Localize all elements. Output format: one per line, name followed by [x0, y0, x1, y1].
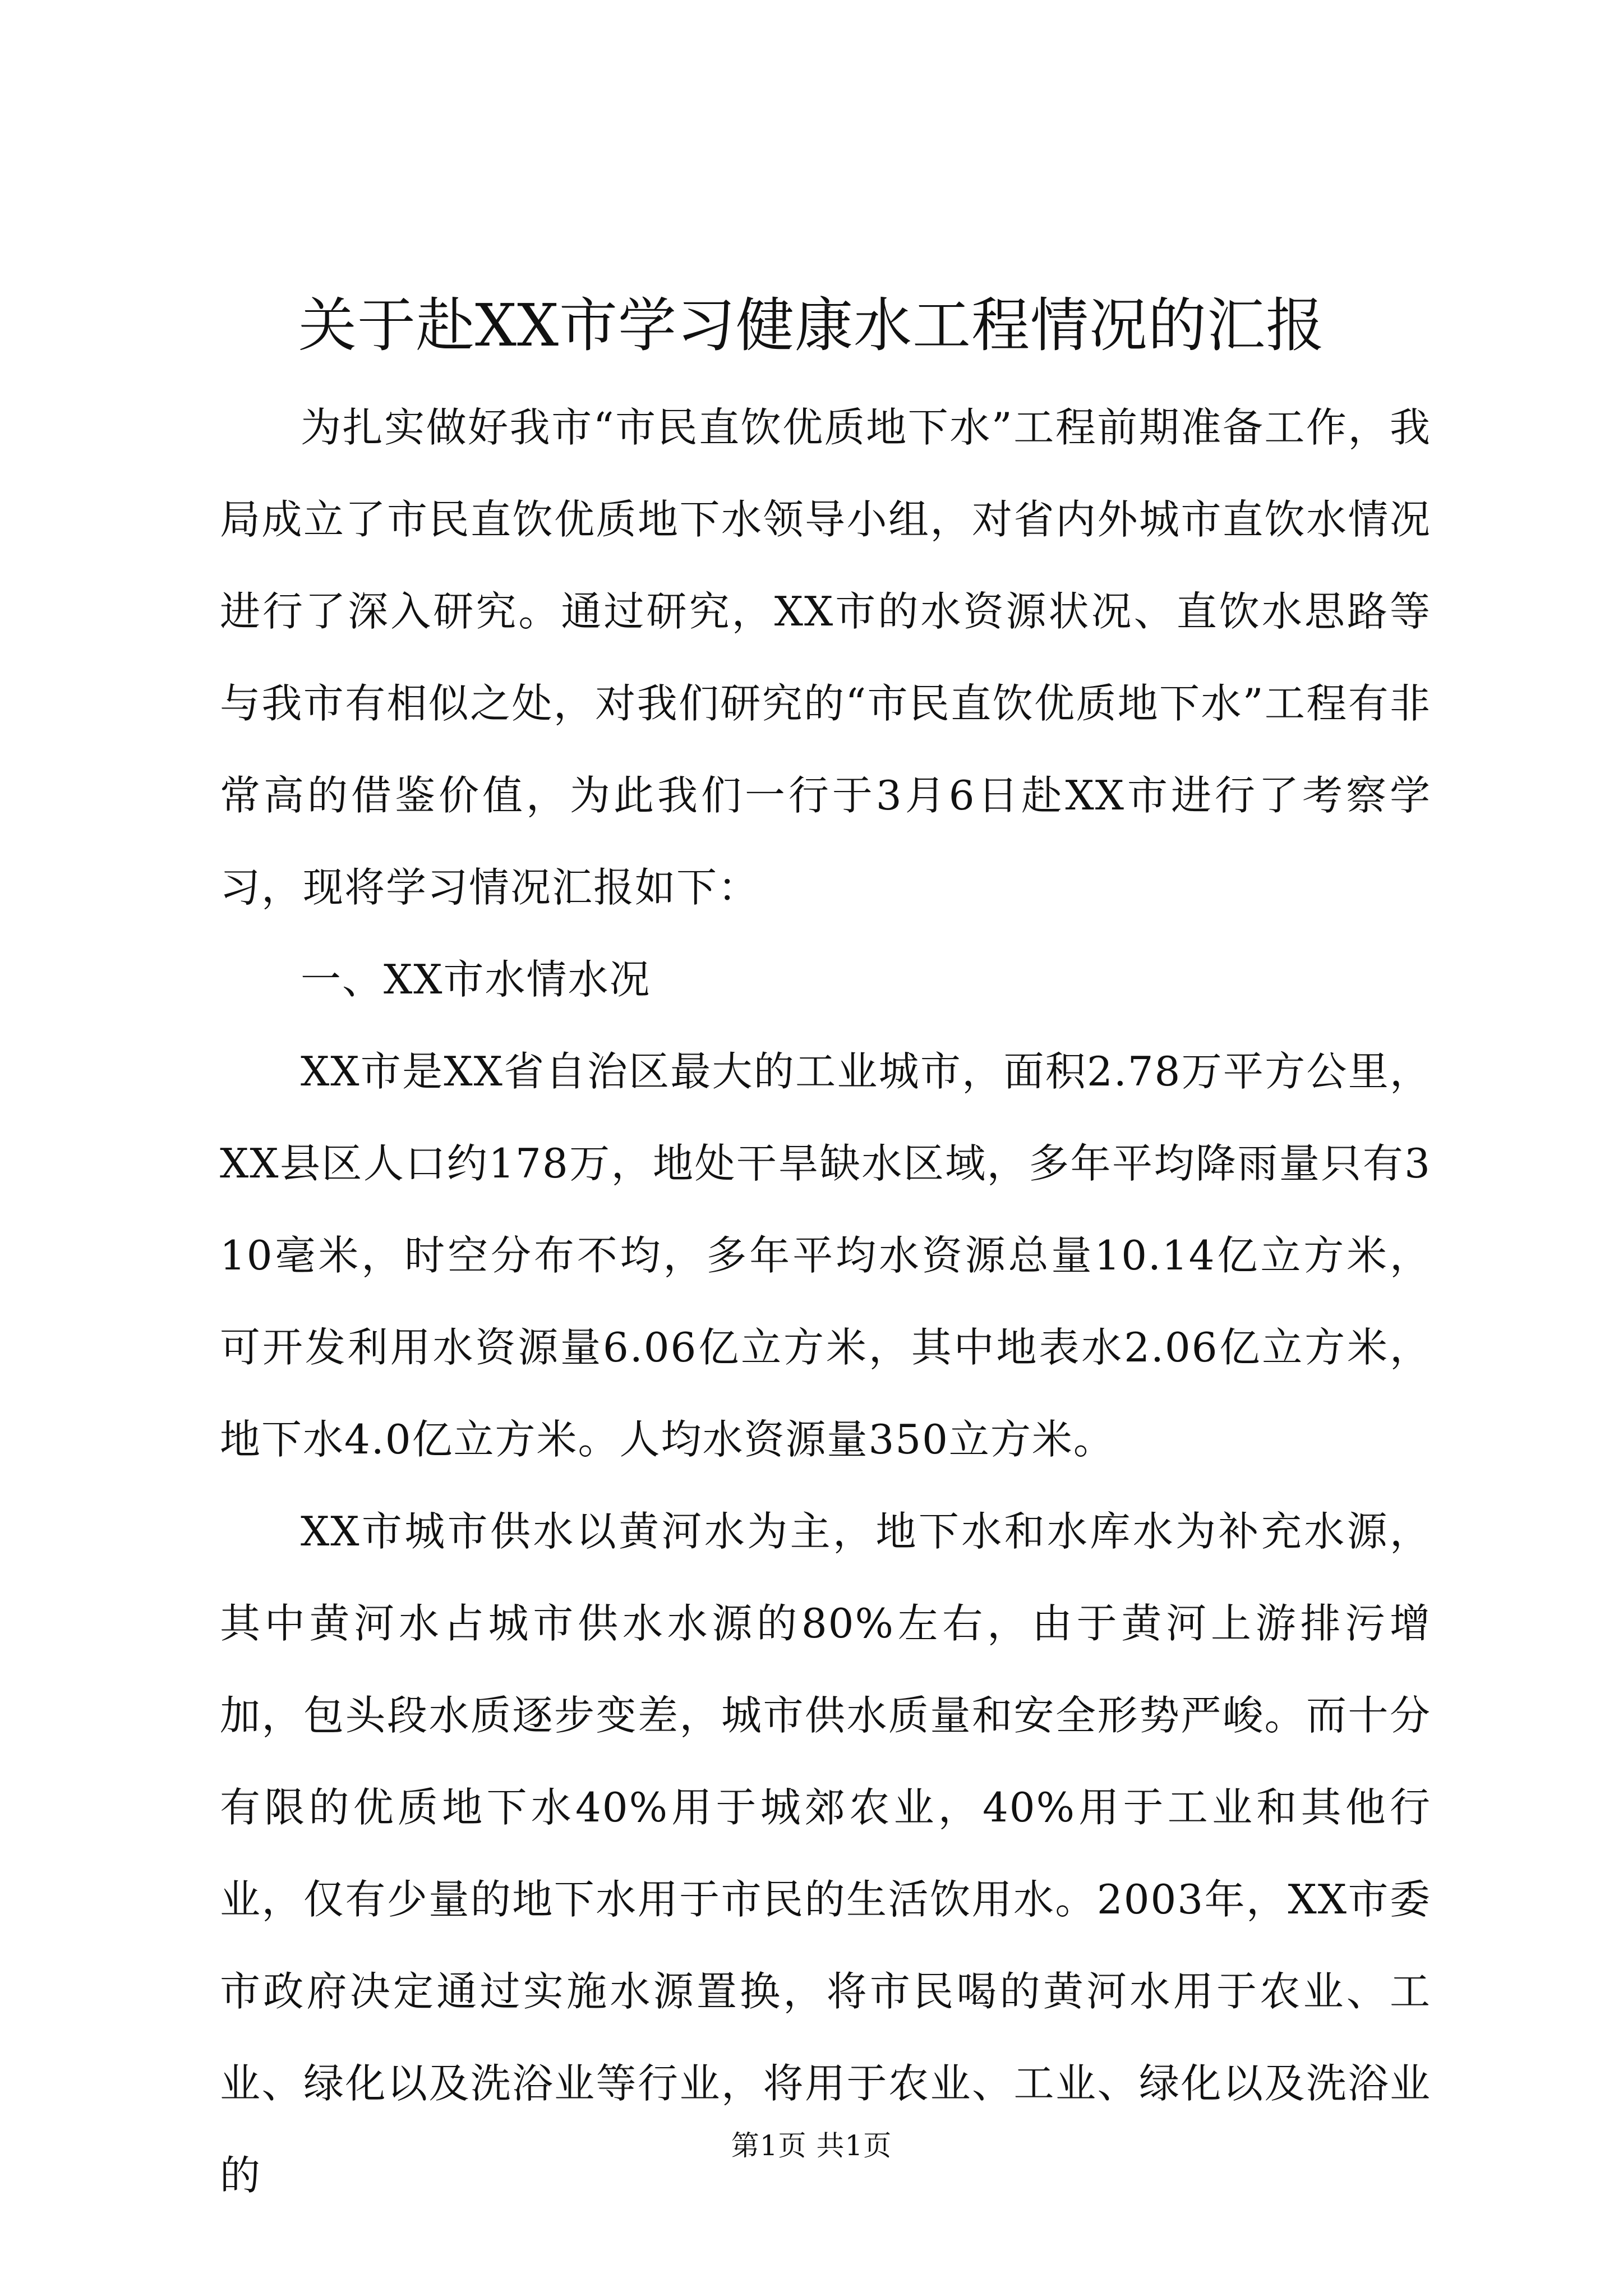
- document-title: 关于赴XX市学习健康水工程情况的汇报: [298, 291, 1325, 360]
- intro-paragraph: 为扎实做好我市“市民直饮优质地下水”工程前期准备工作，我局成立了市民直饮优质地下水领导小组，对省内外城市直饮水情况进行了深入研究。通过研究，XX市的水资源状况、直饮水思路等与我市有相似之处，对我们研究的“市民直饮优质地下水”工程有非常高的借鉴价值，为此我们一行于3月6日赴XX市进行了考察学习，现将学习情况汇报如下：: [220, 404, 1431, 911]
- document-body: [220, 381, 1431, 2221]
- section-heading: 一、XX市水情水况: [301, 956, 651, 1003]
- page-footer: 第1页 共1页: [731, 2129, 892, 2162]
- section-paragraph-water-supply: XX市城市供水以黄河水为主，地下水和水库水为补充水源，其中黄河水占城市供水水源的80%左右，由于黄河上游排污增加，包头段水质逐步变差，城市供水质量和安全形势严峻。而十分有限的优质地下水40%用于城郊农业，40%用于工业和其他行业，仅有少量的地下水用于市民的生活饮用水。2003年，XX市委市政府决定通过实施水源置换，将市民喝的黄河水用于农业、工业、绿化以及洗浴业等行业，将用于农业、工业、绿化以及洗浴业的: [220, 1508, 1431, 2199]
- section-paragraph-water-resources: XX市是XX省自治区最大的工业城市，面积2.78万平方公里，XX县区人口约178万，地处干旱缺水区域，多年平均降雨量只有310毫米，时空分布不均，多年平均水资源总量10.14亿立方米，可开发利用水资源量6.06亿立方米，其中地表水2.06亿立方米，地下水4.0亿立方米。人均水资源量350立方米。: [220, 1048, 1431, 1463]
